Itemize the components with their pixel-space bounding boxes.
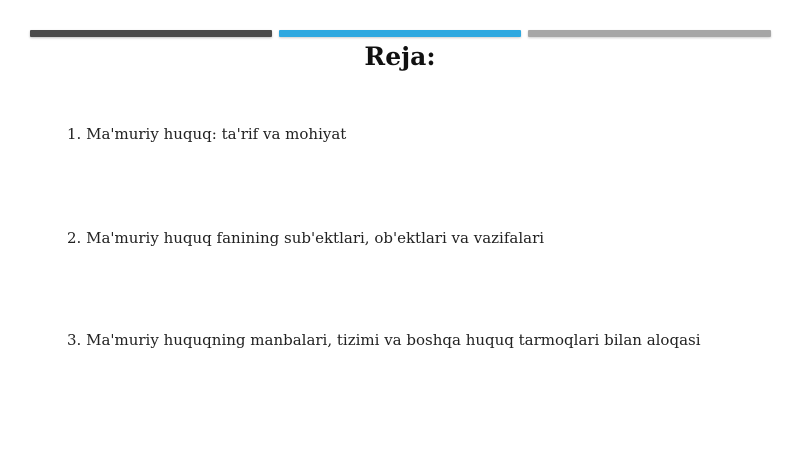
list-item: 2. Ma'muriy huquq fanining sub'ektlari, ob'ektlari va vazifalari: [67, 229, 545, 247]
list-item: 3. Ma'muriy huquqning manbalari, tizimi va boshqa huquq tarmoqlari bilan aloqasi: [67, 331, 701, 349]
list-item: 1. Ma'muriy huquq: ta'rif va mohiyat: [67, 125, 347, 143]
slide-title: Reja:: [364, 42, 436, 71]
header-bar-dark: [30, 30, 272, 37]
header-bar-gray: [528, 30, 771, 37]
header-bar-blue: [279, 30, 521, 37]
